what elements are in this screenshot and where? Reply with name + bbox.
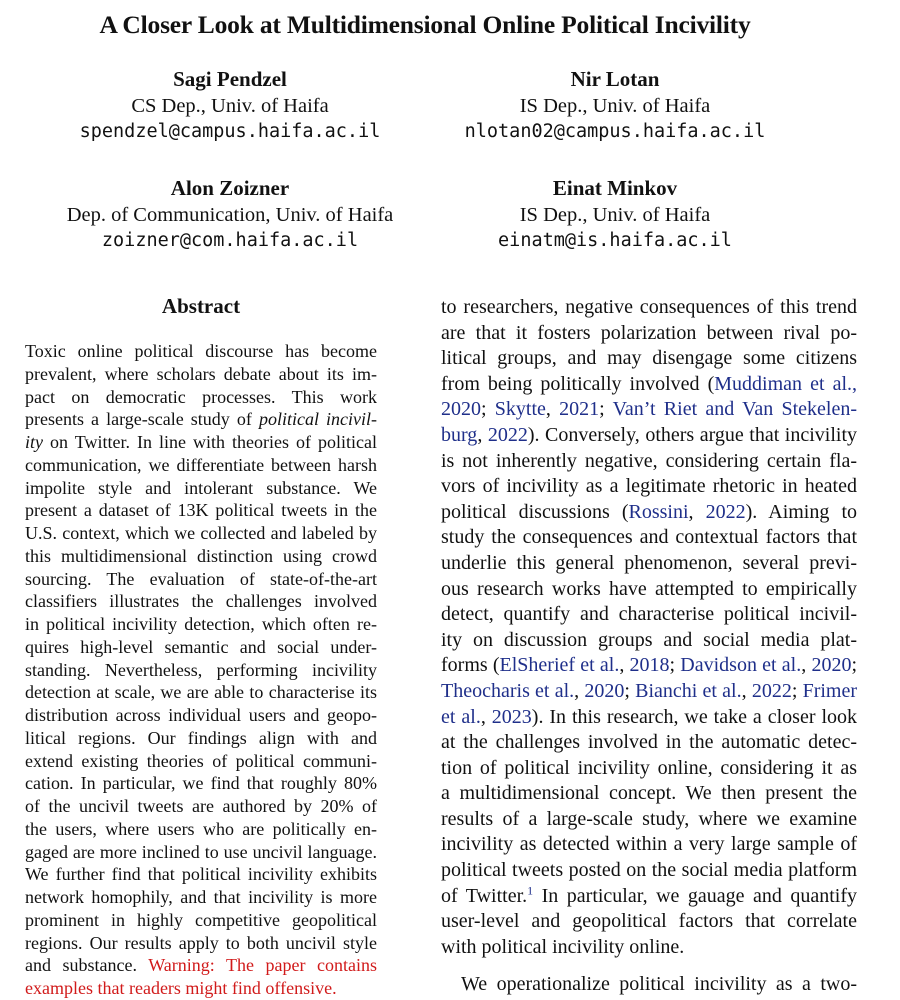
body-line: detect, quantify and characterise political incivil- bbox=[441, 603, 857, 626]
abstract-line: network homophily, and that incivility is more bbox=[25, 887, 377, 907]
citation-link[interactable]: Skytte bbox=[494, 398, 546, 421]
body-text: ). Aiming to bbox=[745, 500, 857, 523]
author-affiliation: CS Dep., Univ. of Haifa bbox=[131, 95, 329, 117]
footnote-marker[interactable]: 1 bbox=[527, 883, 534, 897]
abstract-line: sourcing. The evaluation of state-of-the-art bbox=[25, 568, 377, 589]
author-name: Sagi Pendzel bbox=[173, 67, 287, 91]
body-text: political discussions ( bbox=[441, 500, 629, 523]
italic-term: ity bbox=[25, 432, 43, 452]
abstract-line: prominent in highly competitive geopolitical bbox=[25, 909, 377, 930]
body-line: study the consequences and contextual factors that bbox=[441, 526, 857, 549]
body-line: with political incivility online. bbox=[441, 935, 685, 958]
citation-link[interactable]: Bianchi et al. bbox=[635, 679, 742, 702]
author-email: einatm@is.haifa.ac.il bbox=[498, 230, 732, 251]
body-line bbox=[441, 397, 857, 423]
abstract-line: standing. Nevertheless, performing incivility bbox=[25, 659, 377, 680]
body-line: underlie this general phenomenon, several previ- bbox=[441, 551, 857, 574]
author-block bbox=[15, 65, 445, 145]
abstract-line: pact on democratic processes. This work bbox=[25, 386, 377, 407]
author-email: nlotan02@campus.haifa.ac.il bbox=[464, 121, 766, 142]
author-name: Einat Minkov bbox=[552, 176, 678, 200]
body-text: , bbox=[480, 705, 492, 728]
author-affiliation: IS Dep., Univ. of Haifa bbox=[519, 204, 711, 226]
body-line: We operationalize political incivility as a two- bbox=[461, 973, 857, 996]
body-line: results of a large-scale study, where we examine bbox=[441, 807, 857, 830]
body-text: of Twitter. bbox=[441, 884, 528, 907]
abstract-text: on Twitter. In line with theories of political bbox=[43, 432, 377, 452]
content-warning: examples that readers might find offensive. bbox=[25, 978, 337, 998]
body-text: ; bbox=[624, 679, 636, 702]
abstract-line: extend existing theories of political communi- bbox=[25, 750, 377, 771]
abstract-line: litical regions. Our findings align with and bbox=[25, 727, 377, 748]
body-text: , bbox=[477, 423, 488, 446]
abstract-line: classifiers illustrates the challenges involved bbox=[25, 591, 377, 612]
citation-link[interactable]: 2018 bbox=[629, 654, 670, 677]
abstract-text: and substance. bbox=[25, 955, 149, 976]
abstract-line: U.S. context, which we collected and labeled by bbox=[25, 523, 377, 543]
abstract-line: quires high-level semantic and social under- bbox=[25, 636, 377, 657]
body-line: user-level and geopolitical factors that correlate bbox=[441, 910, 857, 933]
body-line: political tweets posted on the social media platform bbox=[441, 859, 857, 882]
author-affiliation: Dep. of Communication, Univ. of Haifa bbox=[66, 204, 394, 226]
citation-link[interactable]: Rossini bbox=[628, 500, 689, 523]
body-text: forms ( bbox=[441, 654, 500, 677]
author-affiliation: IS Dep., Univ. of Haifa bbox=[519, 95, 711, 117]
body-text: , bbox=[545, 398, 560, 421]
body-line: tion of political incivility online, considering it as bbox=[441, 756, 857, 779]
body-text: ; bbox=[481, 398, 495, 421]
citation-link[interactable]: burg bbox=[441, 423, 478, 446]
citation-link[interactable]: 2022 bbox=[751, 679, 792, 702]
abstract-line: this multidimensional distinction using crowd bbox=[25, 545, 377, 566]
abstract-line: gaged are more inclined to use uncivil language. bbox=[25, 841, 377, 862]
abstract-line: distribution across individual users and geopo- bbox=[25, 705, 377, 725]
body-text: ; bbox=[599, 398, 613, 421]
body-line: litical groups, and may disengage some citizens bbox=[441, 347, 857, 370]
author-email: zoizner@com.haifa.ac.il bbox=[101, 230, 359, 251]
abstract-line: prevalent, where scholars debate about its im- bbox=[25, 363, 377, 384]
body-line bbox=[441, 884, 857, 910]
body-text: , bbox=[619, 654, 630, 677]
body-text: In particular, we gauage and quantify bbox=[533, 884, 857, 907]
content-warning: Warning: The paper contains bbox=[148, 955, 377, 976]
abstract-line: Toxic online political discourse has become bbox=[25, 341, 377, 361]
body-text: ; bbox=[669, 654, 681, 677]
abstract-line bbox=[25, 408, 377, 431]
body-line bbox=[441, 423, 857, 449]
body-text: ). In this research, we take a closer look bbox=[531, 705, 858, 728]
citation-link[interactable]: Frimer bbox=[802, 679, 858, 702]
abstract-line: in political incivility detection, which often re- bbox=[25, 614, 377, 634]
italic-term: political incivil- bbox=[258, 409, 377, 430]
body-column bbox=[441, 295, 857, 998]
body-line: incivility as detected within a very large sample of bbox=[441, 833, 857, 856]
body-line bbox=[441, 372, 857, 398]
citation-link[interactable]: Davidson et al. bbox=[680, 654, 802, 677]
citation-link[interactable]: 2022 bbox=[705, 500, 746, 523]
citation-link[interactable]: 2021 bbox=[559, 398, 600, 421]
body-line: is not inherently negative, considering certain fla- bbox=[441, 449, 857, 472]
body-line: a multidimensional concept. We then present the bbox=[441, 782, 857, 805]
paper-title: A Closer Look at Multidimensional Online Political Incivility bbox=[99, 10, 751, 39]
body-text: , bbox=[801, 654, 812, 677]
author-email: spendzel@campus.haifa.ac.il bbox=[79, 121, 381, 142]
citation-link[interactable]: 2020 bbox=[441, 398, 481, 421]
body-text: ; bbox=[851, 654, 857, 677]
citation-link[interactable]: 2023 bbox=[491, 705, 532, 728]
body-line: ity on discussion groups and social media plat- bbox=[441, 628, 857, 651]
author-block bbox=[400, 174, 830, 254]
abstract-line: impolite style and intolerant substance. We bbox=[25, 477, 377, 498]
body-text: ). Conversely, others argue that incivility bbox=[527, 423, 857, 446]
abstract-heading: Abstract bbox=[161, 294, 241, 318]
body-text: ; bbox=[791, 679, 803, 702]
citation-link[interactable]: et al. bbox=[441, 705, 481, 728]
abstract-line: present a dataset of 13K political tweets in the bbox=[25, 500, 377, 521]
abstract-line: We further find that political incivility exhibits bbox=[25, 864, 377, 885]
body-line bbox=[441, 679, 857, 705]
paragraph-gap bbox=[441, 960, 857, 972]
body-text: from being politically involved ( bbox=[441, 372, 715, 395]
abstract-line: the users, where users who are politically en- bbox=[25, 818, 377, 839]
citation-link[interactable]: ElSherief et al. bbox=[499, 654, 620, 677]
citation-link[interactable]: Van’t Riet and Van Stekelen- bbox=[612, 398, 858, 421]
body-line: vors of incivility as a legitimate rhetoric in heated bbox=[441, 475, 857, 498]
citation-link[interactable]: 2020 bbox=[584, 679, 625, 702]
body-line bbox=[441, 653, 857, 679]
author-name: Alon Zoizner bbox=[170, 176, 290, 200]
abstract-line: of the uncivil tweets are authored by 20% of bbox=[25, 796, 377, 816]
body-line: to researchers, negative consequences of this trend bbox=[441, 296, 857, 318]
abstract-line: regions. Our results apply to both uncivil style bbox=[25, 932, 377, 953]
author-name: Nir Lotan bbox=[570, 67, 660, 91]
author-block bbox=[400, 65, 830, 145]
abstract-line bbox=[25, 431, 377, 454]
author-block bbox=[15, 174, 445, 254]
abstract-line: communication, we differentiate between harsh bbox=[25, 454, 377, 475]
body-text: , bbox=[741, 679, 752, 702]
body-line: at the challenges involved in the automatic detec- bbox=[441, 731, 857, 754]
citation-link[interactable]: Theocharis et al. bbox=[441, 679, 575, 702]
abstract-line: detection at scale, we are able to characterise its bbox=[25, 682, 377, 703]
abstract-line: cation. In particular, we find that roughly 80% bbox=[25, 773, 377, 794]
citation-link[interactable]: Muddiman et al., bbox=[714, 372, 858, 395]
abstract-text: presents a large-scale study of bbox=[25, 409, 259, 430]
citation-link[interactable]: 2022 bbox=[487, 423, 528, 446]
body-line: ous research works have attempted to empirically bbox=[441, 577, 857, 600]
body-text: , bbox=[688, 500, 706, 523]
abstract-body bbox=[25, 340, 377, 1000]
body-text: , bbox=[574, 679, 585, 702]
body-line: are that it fosters polarization between rival po- bbox=[441, 321, 857, 344]
abstract-line bbox=[25, 954, 377, 977]
body-line bbox=[441, 500, 857, 526]
citation-link[interactable]: 2020 bbox=[811, 654, 852, 677]
body-line bbox=[441, 705, 857, 731]
